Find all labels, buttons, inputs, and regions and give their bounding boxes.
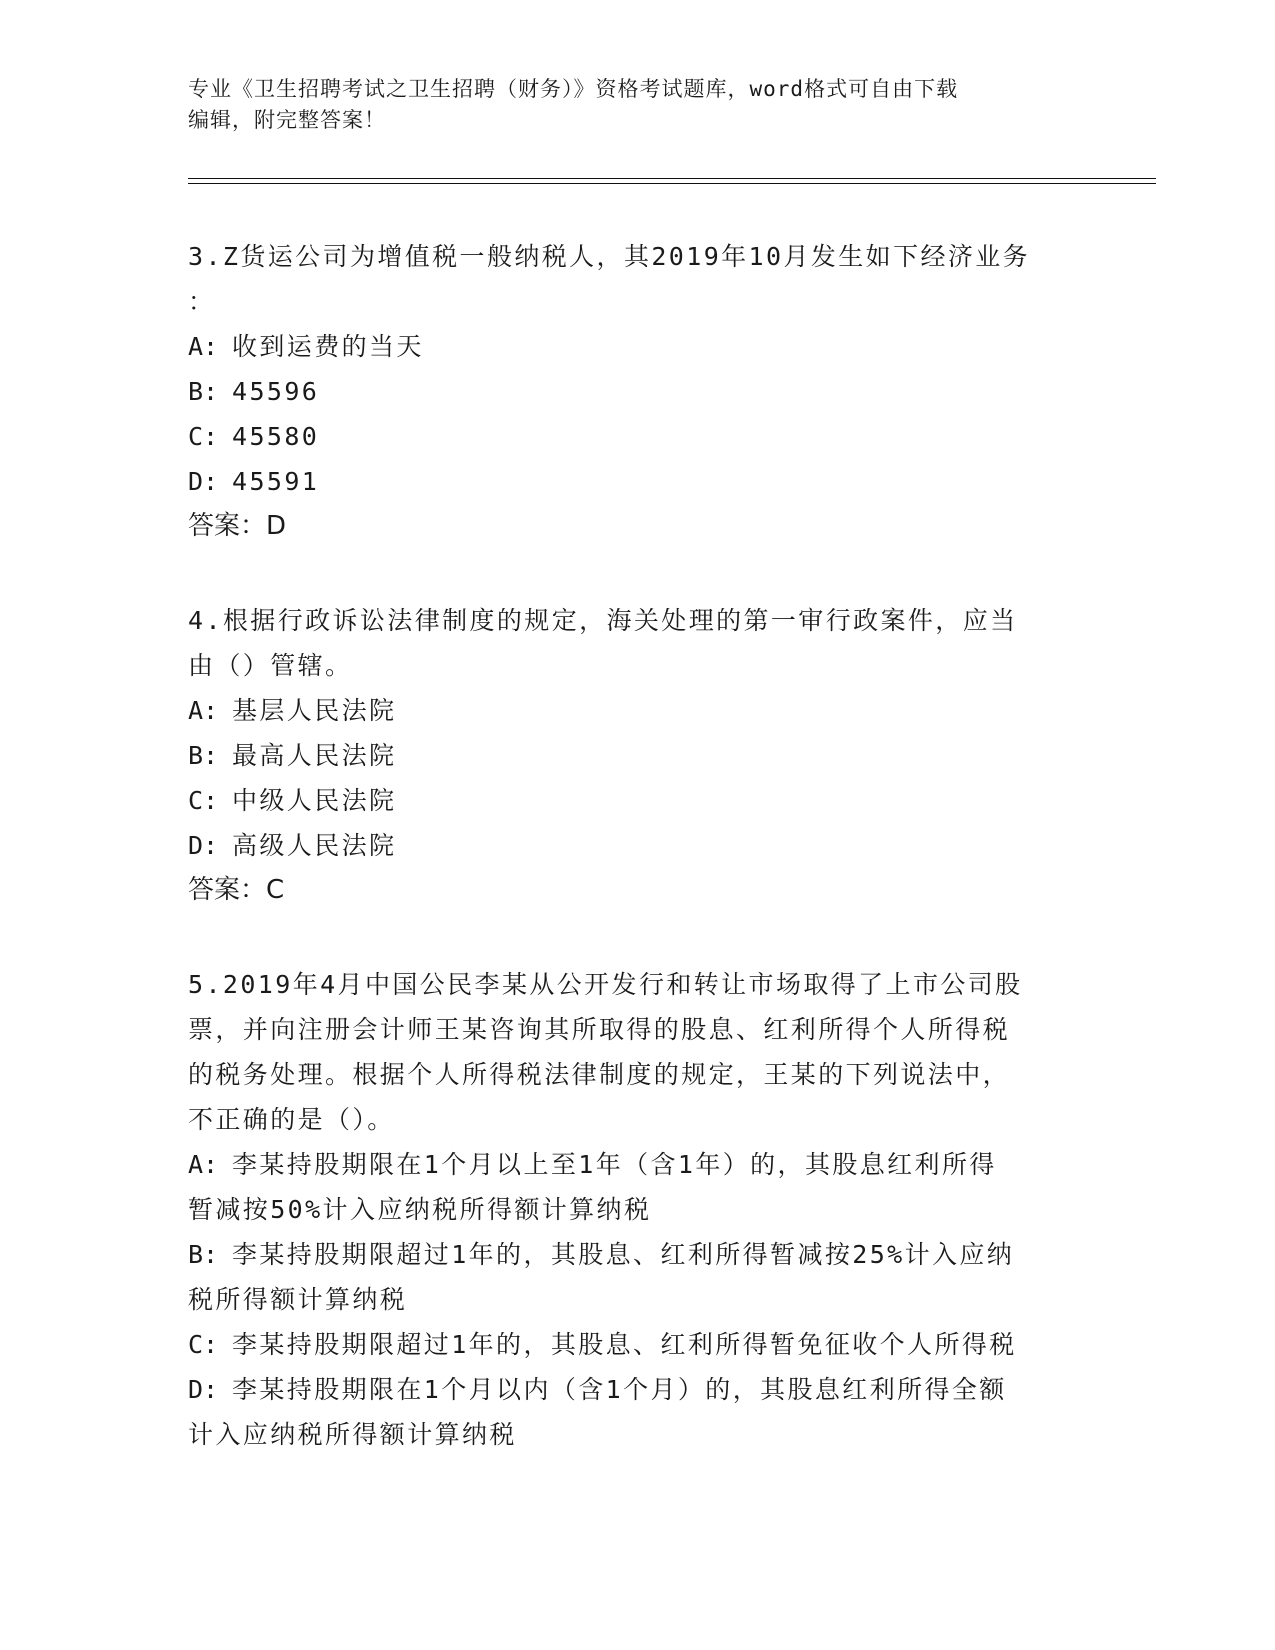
option-c [188, 778, 1088, 823]
question-text-line: 5.2019年4月中国公民李某从公开发行和转让市场取得了上市公司股 [188, 970, 1023, 999]
option-text: 李某持股期限在1个月以内（含1个月）的，其股息红利所得全额 [232, 1375, 1007, 1404]
answer-text: 答案：C [188, 875, 285, 905]
document-header [188, 74, 1088, 136]
question-4 [188, 598, 1088, 913]
question-text-line: ： [188, 287, 216, 316]
option-text: 45591 [232, 467, 320, 496]
option-b [188, 369, 1088, 414]
option-text: 45580 [232, 422, 320, 451]
option-key: D: [188, 467, 219, 496]
option-a-continued: 暂减按50%计入应纳税所得额计算纳税 [188, 1195, 652, 1224]
option-key: A: [188, 696, 219, 725]
option-key: C: [188, 422, 219, 451]
option-text: 李某持股期限在1个月以上至1年（含1年）的，其股息红利所得 [232, 1150, 997, 1179]
option-text: 李某持股期限超过1年的，其股息、红利所得暂免征收个人所得税 [232, 1330, 1017, 1359]
header-divider-bottom [188, 183, 1156, 184]
option-key: B: [188, 377, 219, 406]
option-text: 中级人民法院 [232, 786, 397, 815]
question-text-line: 不正确的是（）。 [188, 1105, 395, 1134]
option-key: C: [188, 1330, 219, 1359]
option-a [188, 1142, 1088, 1187]
option-key: B: [188, 1240, 219, 1269]
header-divider-top [188, 178, 1156, 179]
option-b [188, 733, 1088, 778]
question-5 [188, 962, 1088, 1457]
option-key: A: [188, 1150, 219, 1179]
option-a [188, 324, 1088, 369]
option-text: 高级人民法院 [232, 831, 397, 860]
question-text-line: 票，并向注册会计师王某咨询其所取得的股息、红利所得个人所得税 [188, 1015, 1011, 1044]
option-key: A: [188, 332, 219, 361]
option-key: C: [188, 786, 219, 815]
question-text-line: 4.根据行政诉讼法律制度的规定，海关处理的第一审行政案件，应当 [188, 606, 1018, 635]
option-key: B: [188, 741, 219, 770]
header-line-1: 专业《卫生招聘考试之卫生招聘（财务）》资格考试题库，word格式可自由下载 [188, 77, 959, 101]
question-3 [188, 234, 1088, 549]
question-text-line: 的税务处理。根据个人所得税法律制度的规定，王某的下列说法中， [188, 1060, 1011, 1089]
option-b [188, 1232, 1088, 1277]
answer-text: 答案：D [188, 511, 287, 541]
option-c [188, 1322, 1088, 1367]
question-text-line: 3.Z货运公司为增值税一般纳税人，其2019年10月发生如下经济业务 [188, 242, 1031, 271]
option-b-continued: 税所得额计算纳税 [188, 1285, 408, 1314]
option-d [188, 823, 1088, 868]
header-line-2: 编辑，附完整答案！ [188, 108, 386, 132]
option-text: 基层人民法院 [232, 696, 397, 725]
option-text: 收到运费的当天 [232, 332, 424, 361]
option-key: D: [188, 831, 219, 860]
option-d-continued: 计入应纳税所得额计算纳税 [188, 1420, 517, 1449]
option-a [188, 688, 1088, 733]
option-d [188, 1367, 1088, 1412]
option-d [188, 459, 1088, 504]
option-text: 45596 [232, 377, 320, 406]
option-text: 李某持股期限超过1年的，其股息、红利所得暂减按25%计入应纳 [232, 1240, 1015, 1269]
option-text: 最高人民法院 [232, 741, 397, 770]
option-key: D: [188, 1375, 219, 1404]
question-text-line: 由（）管辖。 [188, 651, 353, 680]
option-c [188, 414, 1088, 459]
